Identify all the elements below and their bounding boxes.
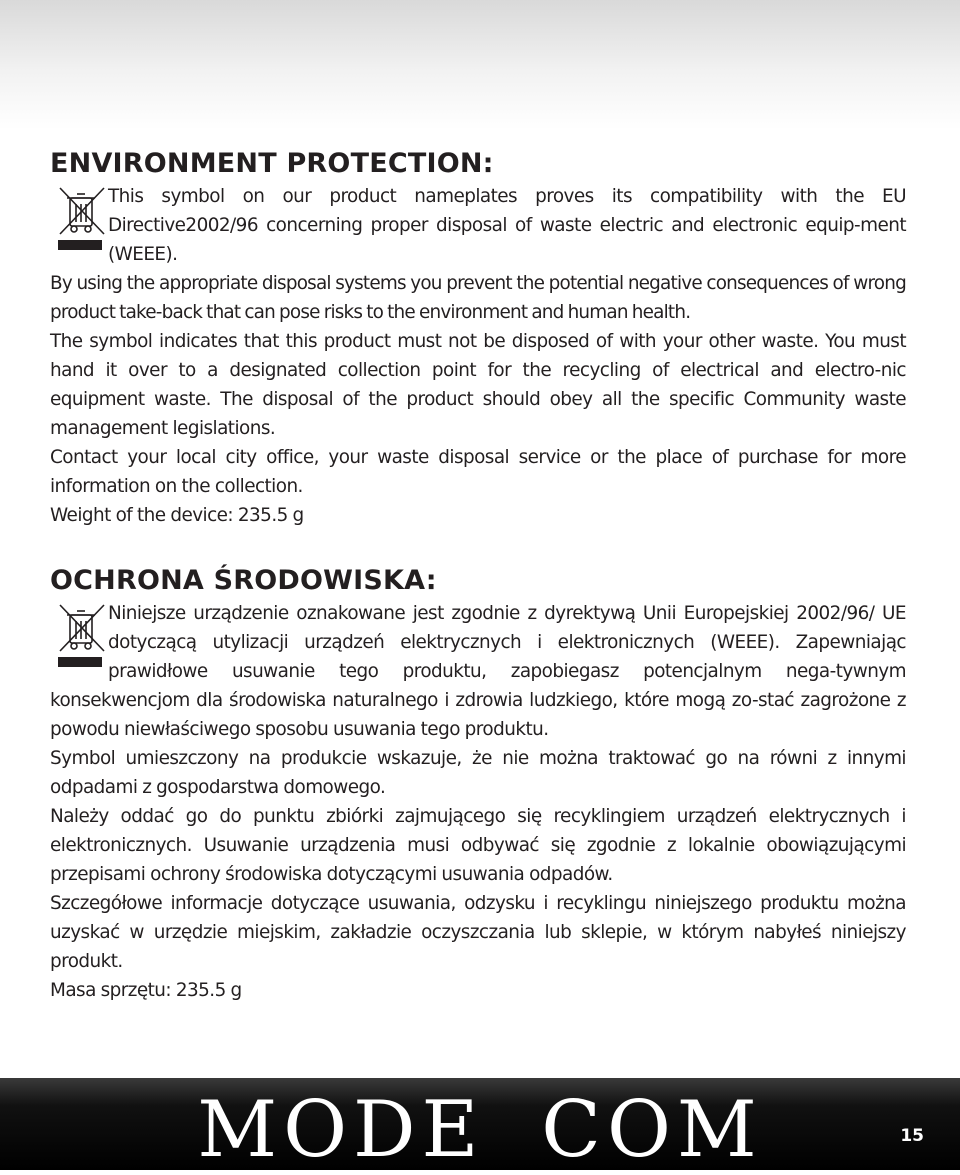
section-heading: ENVIRONMENT PROTECTION: (50, 148, 494, 179)
footer-bar (0, 1078, 960, 1175)
weee-symbol (50, 599, 108, 685)
weight-text: Weight of the device: 235.5 g (50, 505, 304, 526)
weee-description: This symbol on our product nameplates proves its compatibility with the EU Directive2002/96 concerning proper disposal of waste electric and electronic equip-ment (WEEE). (108, 186, 906, 265)
brand-logo: MODE COM (197, 1085, 763, 1175)
crossed-out-wheelie-bin-icon (50, 182, 108, 268)
crossed-out-wheelie-bin-icon (50, 599, 108, 685)
weight-text: Masa sprzętu: 235.5 g (50, 980, 242, 1001)
paragraph: Należy oddać go do punktu zbiórki zajmującego się recyklingiem urządzeń elektrycznych i elektronicznych. Usuwanie urządzenia musi odbywać się zgodnie z lokalnie obowiązującymi przepisami ochrony środowiska dotyczącymi usuwania odpadów. (50, 806, 906, 885)
environment-protection-section (50, 148, 906, 530)
page-number: 15 (900, 1126, 924, 1146)
ochrona-srodowiska-section (50, 565, 906, 1005)
section-heading: OCHRONA ŚRODOWISKA: (50, 565, 437, 596)
intro-block (50, 599, 906, 744)
paragraph: Szczegółowe informacje dotyczące usuwania, odzysku i recyklingu niniejszego produktu można uzyskać w urzędzie miejskim, zakładzie oczyszczania lub sklepie, w którym nabyłeś niniejszy produkt. (50, 893, 906, 972)
paragraph: Symbol umieszczony na produkcie wskazuje, że nie można traktować go na równi z innymi odpadami z gospodarstwa domowego. (50, 748, 906, 798)
paragraph: The symbol indicates that this product must not be disposed of with your other waste. You must hand it over to a designated collection point for the recycling of electrical and electro-nic equipment waste. The disposal of the product should obey all the specific Community waste management legislations. (50, 331, 906, 439)
weee-symbol (50, 182, 108, 268)
weee-description: Niniejsze urządzenie oznakowane jest zgodnie z dyrektywą Unii Europejskiej 2002/96/ UE dotyczącą utylizacji urządzeń elektrycznych i elektronicznych (WEEE). Zapewniając prawidłowe usuwanie tego produktu, zapobiegasz potencjalnym nega-tywnym konsekwencjom dla środowiska naturalnego i zdrowia ludzkiego, które mogą zo-stać zagrożone z powodu niewłaściwego sposobu usuwania tego produktu. (50, 603, 906, 740)
intro-block (50, 182, 906, 269)
paragraph: By using the appropriate disposal systems you prevent the potential negative consequences of wrong product take-back that can pose risks to the environment and human health. (50, 273, 906, 323)
paragraph: Contact your local city office, your waste disposal service or the place of purchase for more information on the collection. (50, 447, 906, 497)
header-gradient-band (0, 0, 960, 130)
